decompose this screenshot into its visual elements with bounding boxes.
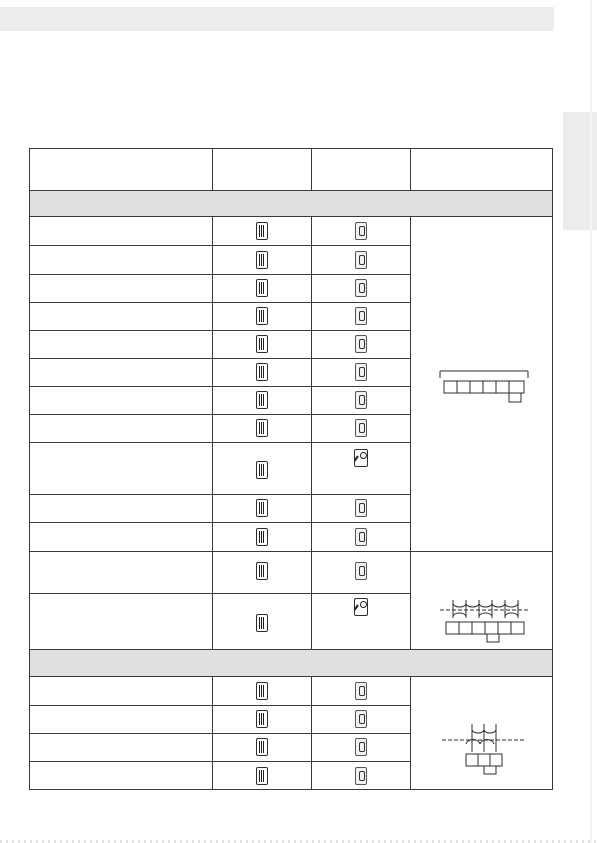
row-divider <box>29 330 410 331</box>
thermostat-icon <box>355 251 367 269</box>
device-icon <box>256 682 268 700</box>
column-divider <box>410 216 411 649</box>
device-icon <box>256 279 268 297</box>
device-icon <box>256 307 268 325</box>
row-divider <box>29 302 410 303</box>
device-icon <box>256 391 268 409</box>
wrench-icon <box>354 449 368 467</box>
thermostat-icon <box>355 419 367 437</box>
row-divider <box>29 274 410 275</box>
header-bar <box>0 7 554 31</box>
thermostat-icon <box>355 391 367 409</box>
row-divider <box>29 494 410 495</box>
row-divider <box>29 245 410 246</box>
device-icon <box>256 335 268 353</box>
row-divider <box>29 216 553 217</box>
terminal-block-diagram-1 <box>438 368 530 404</box>
row-divider <box>29 761 410 762</box>
device-icon <box>256 419 268 437</box>
device-icon <box>256 738 268 756</box>
thermostat-icon <box>355 562 367 580</box>
thermostat-icon <box>355 710 367 728</box>
row-divider <box>29 386 410 387</box>
row-divider <box>29 649 553 650</box>
row-divider <box>29 442 410 443</box>
device-icon <box>256 767 268 785</box>
device-icon <box>256 562 268 580</box>
device-icon <box>256 710 268 728</box>
thermostat-icon <box>355 767 367 785</box>
page-edge <box>590 0 592 843</box>
header-column-divider <box>410 148 411 190</box>
column-divider <box>212 676 213 790</box>
device-icon <box>256 222 268 240</box>
terminal-block-diagram-2 <box>438 594 532 648</box>
device-icon <box>256 363 268 381</box>
column-divider <box>410 676 411 790</box>
thermostat-icon <box>355 335 367 353</box>
header-column-divider <box>311 148 312 190</box>
row-divider <box>29 190 553 191</box>
table-border-right <box>552 148 553 790</box>
column-divider <box>311 216 312 649</box>
thermostat-icon <box>355 738 367 756</box>
thermostat-icon <box>355 363 367 381</box>
table-border-bottom <box>29 789 553 790</box>
thermostat-icon <box>355 222 367 240</box>
device-icon <box>256 614 268 632</box>
thermostat-icon <box>355 499 367 517</box>
table-border-top <box>29 148 553 149</box>
device-icon <box>256 251 268 269</box>
row-divider <box>29 676 553 677</box>
device-icon <box>256 528 268 546</box>
device-icon <box>256 499 268 517</box>
settings-table <box>29 148 553 790</box>
column-divider <box>311 676 312 790</box>
thermostat-icon <box>355 307 367 325</box>
row-divider <box>29 522 410 523</box>
thermostat-icon <box>355 528 367 546</box>
row-divider <box>29 733 410 734</box>
row-divider <box>29 358 410 359</box>
row-divider <box>29 551 553 552</box>
thermostat-icon <box>355 279 367 297</box>
column-divider <box>212 216 213 649</box>
section-1-band <box>29 190 553 216</box>
device-icon <box>256 461 268 479</box>
thermostat-icon <box>355 682 367 700</box>
row-divider <box>29 593 410 594</box>
section-2-band <box>29 649 553 676</box>
row-divider <box>29 414 410 415</box>
header-column-divider <box>212 148 213 190</box>
wrench-icon <box>354 598 368 616</box>
row-divider <box>29 705 410 706</box>
terminal-block-diagram-3 <box>440 718 528 776</box>
